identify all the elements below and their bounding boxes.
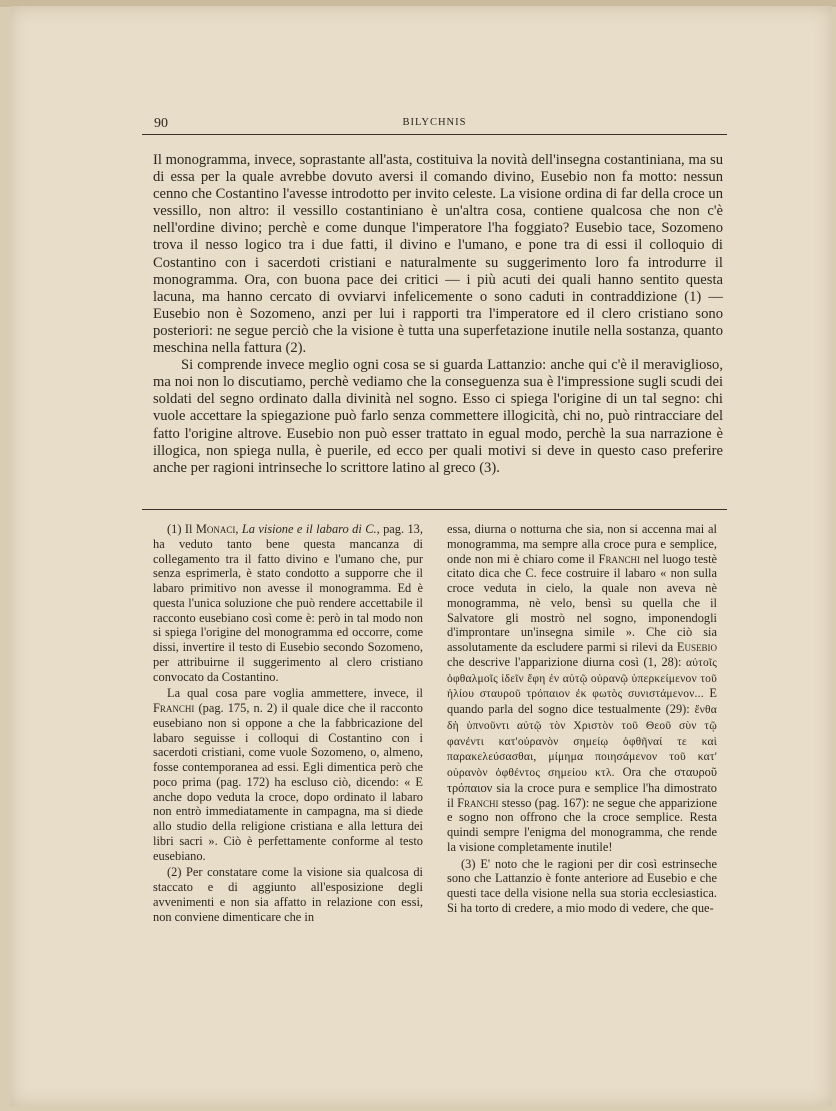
author-name: Franchi — [457, 795, 499, 810]
author-name: Franchi — [153, 701, 195, 715]
greek-quote: ἔνθα δὴ ὑπνοῦντι αὐτῷ τὸν Χριστὸν τοῦ Θεοῦ σὺν τῷ φανέντι κατ'οὐρανὸν σημείῳ ὀφθῆναί τε καὶ παρακελεύσασθαι, μίμημα ποιησάμενον τοῦ κατ' οὐρανὸν ὀφθέντος σημείου κτλ. — [447, 704, 717, 779]
footnote-1-continued: La qual cosa pare voglia ammettere, invece, il Franchi (pag. 175, n. 2) il quale dice che il racconto eusebiano non si oppone a che la fabbricazione del labaro seguisse i colloqui di Costantino con i sacerdoti cristiani, come vuole Sozomeno, o, almeno, fosse contemporanea ad essi. Egli dimentica però che poco prima (pag. 172) ha escluso ciò, dicendo: « E anche dopo veduta la croce, dopo ordinato il labaro non entrò immediatamente in campagna, ma si diede allo studio della religione cristiana e alla lettura dei libri sacri ». Ciò è perfettamente conforme al testo eusebiano. — [153, 686, 423, 863]
work-title: La visione e il labaro di C. — [241, 522, 377, 536]
page-header — [142, 114, 727, 135]
footnote-1: (1) Il Monaci, La visione e il labaro di C., pag. 13, ha veduto tanto bene questa mancanza di collegamento tra il fatto divino e l'umano che, pur senza esprimerla, è stato condotto a supporre che il labaro primitivo non avesse il monogramma. Ed è questa l'unica soluzione che può rendere accettabile il racconto eusebiano così come è: però in tal modo non si spiega l'origine del monogramma ed occorre, come dissi, invertire il testo di Eusebio secondo Sozomeno, per attribuirne il suggerimento al clero cristiano convocato da Costantino. — [153, 522, 423, 684]
author-name: Eusebio — [676, 640, 717, 654]
page-number: 90 — [154, 116, 168, 131]
footnote-separator — [142, 509, 727, 510]
author-name: Monaci — [195, 522, 236, 536]
running-title: BILYCHNIS — [402, 117, 467, 128]
greek-quote: αὐτοῖς ὀφθαλμοῖς ἰδεῖν ἔφη ἐν αὐτῷ οὐρανῷ ὑπερκείμενον τοῦ ἡλίου σταυροῦ τρόπαιον ἐκ φωτὸς συνιστάμενον... — [447, 656, 717, 701]
main-paragraph-2: Si comprende invece meglio ogni cosa se si guarda Lattanzio: anche qui c'è il meraviglioso, ma noi non lo discutiamo, perchè vediamo che la conseguenza sua è l'impressione sugli scudi dei soldati del segno ordinato dalla divinità nel sogno. Esso ci spiega l'origine di un tal segno: chi vuole accettare la spiegazione può farlo senza commettere illogicità, chi no, può rintracciare del fatto l'origine altrove. Eusebio non può esser trattato in egual modo, perchè la sua narrazione è illogica, non spiega nulla, è puerile, ed ecco per quali motivi si deve in questo caso preferire anche per ragioni intrinseche lo scrittore latino al greco (3). — [153, 357, 723, 476]
author-name: Franchi — [598, 551, 640, 566]
footnotes-right-column — [447, 522, 717, 918]
footnote-2-continued: essa, diurna o notturna che sia, non si accenna mai al monogramma, ma sempre alla croce pura e semplice, onde non mi è chiaro come il Franchi nel luogo testè citato dica che C. fece costruire il labaro « non sulla croce veduta in cielo, la quale non aveva nè monogramma, nè velo, bensì su quella che il Salvatore gli mostrò nel sogno, imponendogli d'improntare un'insegna simile ». Che ciò sia assolutamente da escludere parmi si rilevi da Eusebio che descrive l'apparizione diurna così (1, 28): αὐτοῖς ὀφθαλμοῖς ἰδεῖν ἔφη ἐν αὐτῷ οὐρανῷ ὑπερκείμενον τοῦ ἡλίου σταυροῦ τρόπαιον ἐκ φωτὸς συνιστάμενον... E quando parla del sogno dice testualmente (29): ἔνθα δὴ ὑπνοῦντι αὐτῷ τὸν Χριστὸν τοῦ Θεοῦ σὺν τῷ φανέντι κατ'οὐρανὸν σημείῳ ὀφθῆναί τε καὶ παρακελεύσασθαι, μίμημα ποιησάμενον τοῦ κατ' οὐρανὸν ὀφθέντος σημείου κτλ. Ora che σταυροῦ τρόπαιον sia la croce pura e semplice l'ha dimostrato il Franchi stesso (pag. 167): ne segue che apparizione e sogno non offrono che la croce semplice. Resta quindi sempre l'enigma del monogramma, che rende la visione completamente inutile! — [447, 522, 718, 854]
main-text — [153, 152, 723, 477]
footnote-3: (3) E' noto che le ragioni per dir così estrinseche sono che Lattanzio è fonte anteriore ad Eusebio e che questi tace della visione nella sua storia ecclesiastica. Si ha torto di credere, a mio modo di vedere, che que- — [447, 856, 717, 915]
footnotes-left-column — [153, 522, 423, 926]
main-paragraph-1: Il monogramma, invece, soprastante all'asta, costituiva la novità dell'insegna costantiniana, ma su di essa per la quale avrebbe dovuto aversi il comando divino, Eusebio non fa motto: nessun cenno che Costantino l'avesse introdotto per invito celeste. La visione ordina di far della croce un vessillo, non altro: il vessillo costantiniano è un'altra cosa, contiene qualcosa che non c'è nell'ordine divino; perchè e come dunque l'imperatore l'ha foggiato? Eusebio tace, Sozomeno trova il nesso logico tra i due fatti, il divino e l'umano, e pone tra di essi il colloquio di Costantino con i sacerdoti cristiani e naturalmente su suggerimento loro fa introdurre il monogramma. Ora, con buona pace dei critici — i più acuti dei quali hanno sentito questa lacuna, ma hanno cercato di ovviarvi infelicemente o sono caduti in contraddizione (1) — Eusebio non è Sozomeno, anzi per lui i rapporti tra l'imperatore ed il clero cristiano sono posteriori: ne segue perciò che la visione è tutta una superfetazione inutile nella sostanza, quanto meschina nella fattura (2). — [153, 152, 723, 357]
footnote-2: (2) Per constatare come la visione sia qualcosa di staccato e di aggiunto all'esposizione degli avvenimenti e non sia affatto in relazione con essi, non conviene dimenticare che in — [153, 865, 423, 924]
